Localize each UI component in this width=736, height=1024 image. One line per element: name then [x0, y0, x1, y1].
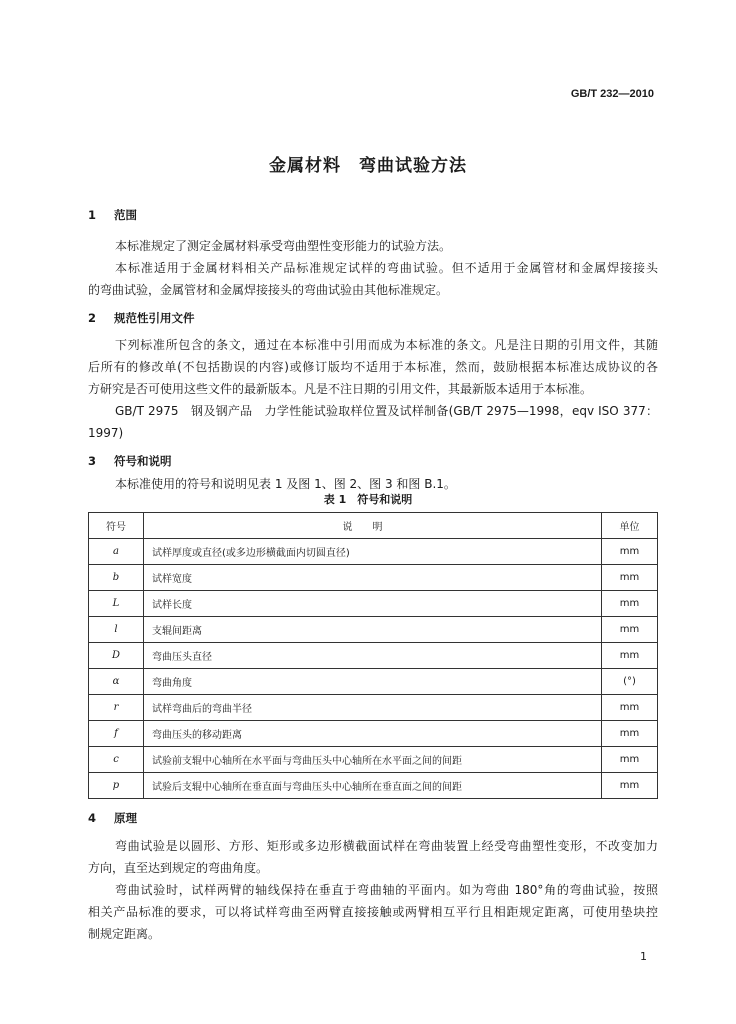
- section-number: 4: [88, 811, 97, 825]
- symbol-cell: f: [89, 721, 144, 747]
- table-row: [89, 539, 658, 565]
- symbol-cell: L: [89, 591, 144, 617]
- unit-cell: mm: [602, 773, 658, 799]
- section-title: 范围: [114, 208, 137, 222]
- description-cell: 试验后支辊中心轴所在垂直面与弯曲压头中心轴所在垂直面之间的间距: [144, 773, 602, 799]
- table-row: [89, 565, 658, 591]
- unit-cell: mm: [602, 643, 658, 669]
- text-line: 本标准适用于金属材料相关产品标准规定试样的弯曲试验。但不适用于金属管材和金属焊接接头: [115, 261, 658, 275]
- symbol-cell: c: [89, 747, 144, 773]
- table-header-row: [89, 513, 658, 539]
- table-row: [89, 773, 658, 799]
- section-title: 符号和说明: [114, 454, 172, 468]
- description-cell: 试样弯曲后的弯曲半径: [144, 695, 602, 721]
- section-number: 2: [88, 311, 97, 325]
- column-header: 单位: [602, 513, 658, 539]
- text-line: 本标准规定了测定金属材料承受弯曲塑性变形能力的试验方法。: [115, 239, 452, 253]
- text-line: 相关产品标准的要求，可以将试样弯曲至两臂直接接触或两臂相互平行且相距规定距离，可使用垫块控: [88, 905, 658, 919]
- text-line: 1997): [88, 426, 124, 440]
- text-line: 制规定距离。: [88, 927, 161, 941]
- unit-cell: mm: [602, 747, 658, 773]
- section-heading: [88, 310, 195, 326]
- text-line: 弯曲试验是以圆形、方形、矩形或多边形横截面试样在弯曲装置上经受弯曲塑性变形，不改变加力: [115, 839, 658, 853]
- symbol-cell: l: [89, 617, 144, 643]
- description-cell: 试样宽度: [144, 565, 602, 591]
- section-number: 3: [88, 454, 97, 468]
- section-title: 原理: [114, 811, 137, 825]
- symbol-cell: b: [89, 565, 144, 591]
- symbol-cell: a: [89, 539, 144, 565]
- text-line: 的弯曲试验，金属管材和金属焊接接头的弯曲试验由其他标准规定。: [88, 283, 449, 297]
- section-heading: [88, 453, 172, 469]
- description-cell: 试验前支辊中心轴所在水平面与弯曲压头中心轴所在水平面之间的间距: [144, 747, 602, 773]
- table-caption: 表 1 符号和说明: [323, 493, 413, 506]
- text-line: 本标准使用的符号和说明见表 1 及图 1、图 2、图 3 和图 B.1。: [115, 477, 456, 491]
- table-row: [89, 721, 658, 747]
- unit-cell: (°): [602, 669, 658, 695]
- description-cell: 弯曲角度: [144, 669, 602, 695]
- section-title: 规范性引用文件: [114, 311, 195, 325]
- table-row: [89, 643, 658, 669]
- section-heading: [88, 207, 137, 223]
- unit-cell: mm: [602, 617, 658, 643]
- text-line: GB/T 2975 钢及钢产品 力学性能试验取样位置及试样制备(GB/T 2975—1998，eqv ISO 377：: [115, 404, 658, 418]
- page-number: 1: [640, 950, 647, 963]
- unit-cell: mm: [602, 539, 658, 565]
- column-header: 说明: [144, 513, 602, 539]
- description-cell: 弯曲压头直径: [144, 643, 602, 669]
- description-cell: 试样厚度或直径(或多边形横截面内切圆直径): [144, 539, 602, 565]
- table-row: [89, 617, 658, 643]
- text-line: 后所有的修改单(不包括勘误的内容)或修订版均不适用于本标准，然而，鼓励根据本标准达成协议的各: [88, 360, 658, 374]
- column-header: 符号: [89, 513, 144, 539]
- table-row: [89, 591, 658, 617]
- description-cell: 试样长度: [144, 591, 602, 617]
- unit-cell: mm: [602, 591, 658, 617]
- table-row: [89, 669, 658, 695]
- symbol-cell: p: [89, 773, 144, 799]
- unit-cell: mm: [602, 695, 658, 721]
- description-cell: 支辊间距离: [144, 617, 602, 643]
- document-title: 金属材料 弯曲试验方法: [269, 156, 467, 176]
- text-line: 弯曲试验时，试样两臂的轴线保持在垂直于弯曲轴的平面内。如为弯曲 180°角的弯曲试验，按照: [115, 883, 658, 897]
- text-line: 下列标准所包含的条文，通过在本标准中引用而成为本标准的条文。凡是注日期的引用文件，其随: [115, 338, 658, 352]
- section-number: 1: [88, 208, 97, 222]
- symbol-cell: D: [89, 643, 144, 669]
- symbol-cell: α: [89, 669, 144, 695]
- text-line: 方研究是否可使用这些文件的最新版本。凡是不注日期的引用文件，其最新版本适用于本标准。: [88, 382, 593, 396]
- symbols-table: [88, 512, 658, 799]
- unit-cell: mm: [602, 565, 658, 591]
- description-cell: 弯曲压头的移动距离: [144, 721, 602, 747]
- symbol-cell: r: [89, 695, 144, 721]
- unit-cell: mm: [602, 721, 658, 747]
- standard-number: GB/T 232—2010: [570, 88, 654, 100]
- table-row: [89, 747, 658, 773]
- section-heading: [88, 810, 137, 826]
- text-line: 方向，直至达到规定的弯曲角度。: [88, 861, 269, 875]
- table-row: [89, 695, 658, 721]
